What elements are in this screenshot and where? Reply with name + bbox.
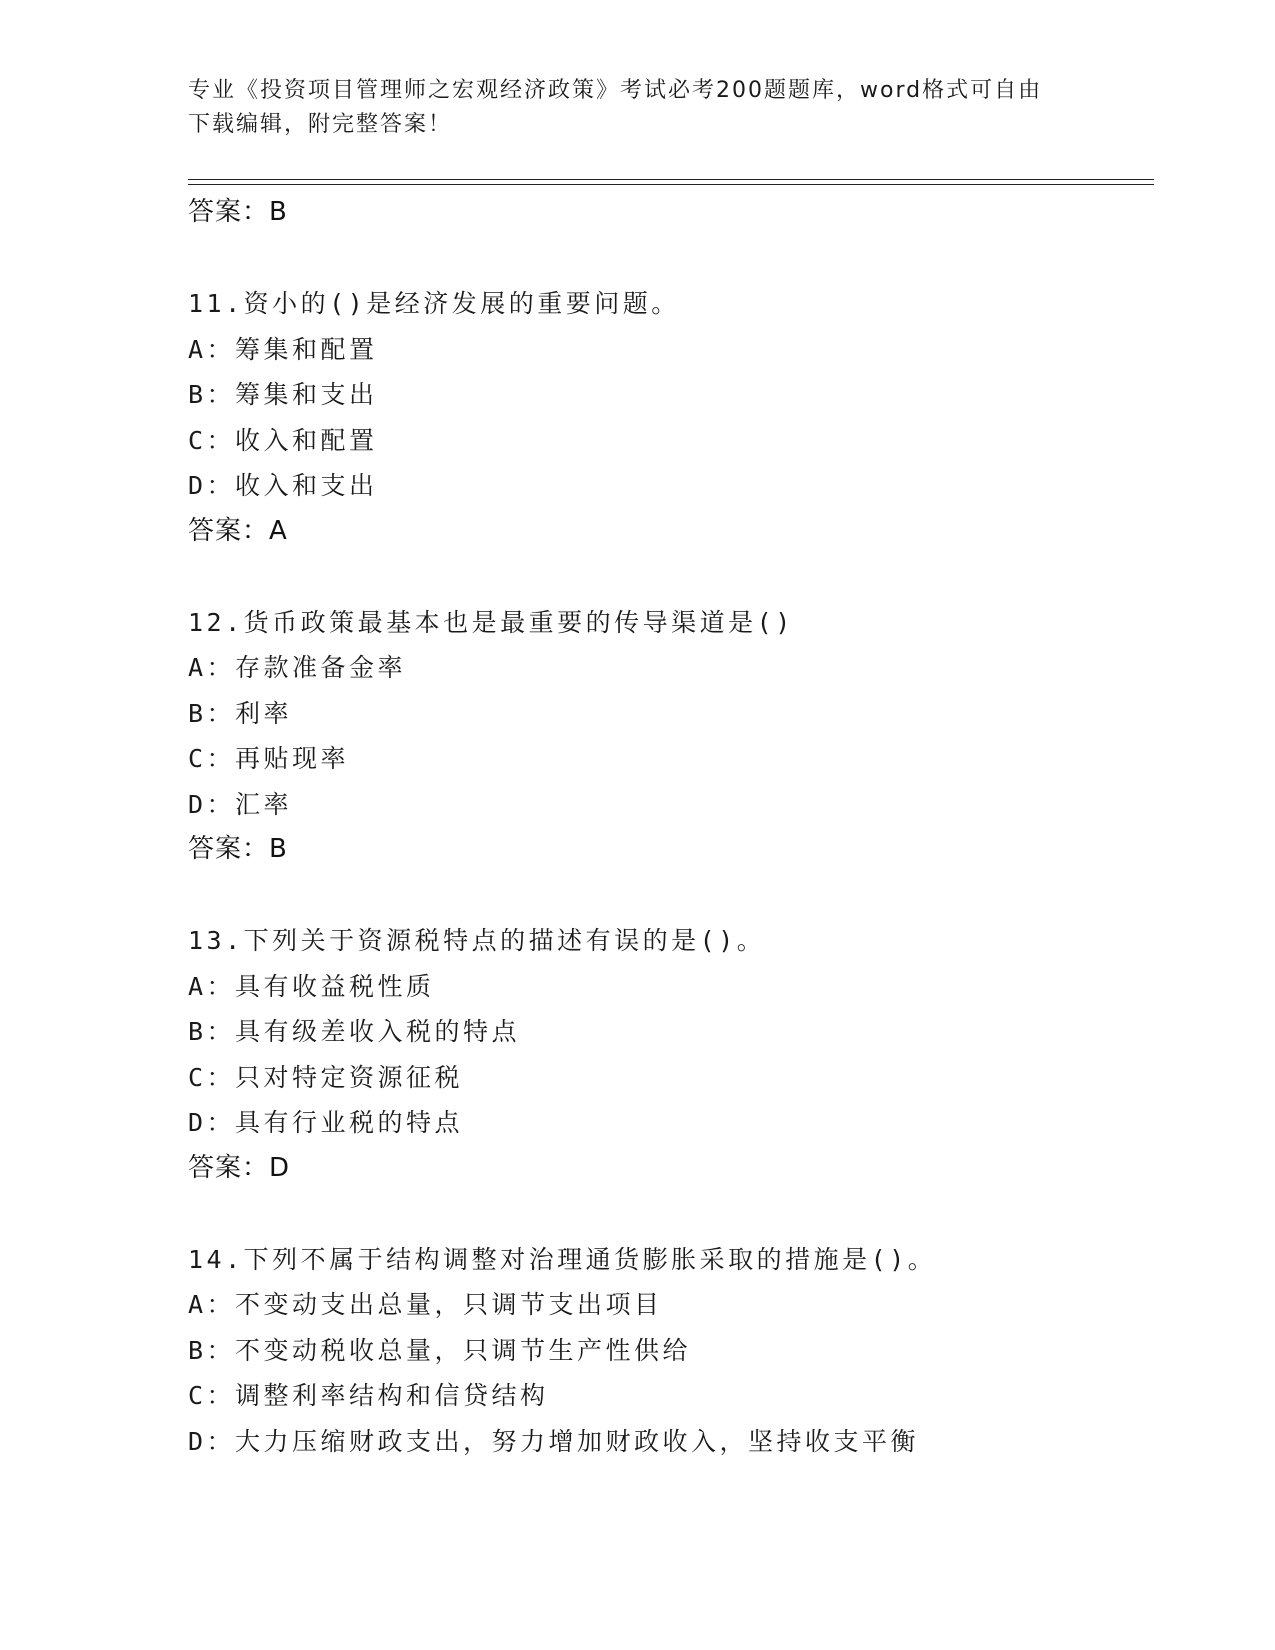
- question-11: [188, 281, 1154, 554]
- header-divider-bottom: [188, 184, 1154, 185]
- question-14: [188, 1237, 1154, 1465]
- question-12: [188, 600, 1154, 873]
- option-b: B：具有级差收入税的特点: [188, 1017, 521, 1046]
- spacer: [188, 1191, 1154, 1237]
- question-13: [188, 918, 1154, 1191]
- header-line-1: 专业《投资项目管理师之宏观经济政策》考试必考200题题库，word格式可自由: [188, 78, 1043, 103]
- answer-line: 答案：D: [188, 1152, 291, 1183]
- question-stem: 11.资小的()是经济发展的重要问题。: [188, 289, 680, 318]
- question-stem: 12.货币政策最基本也是最重要的传导渠道是(): [188, 607, 794, 637]
- question-stem: 14.下列不属于结构调整对治理通货膨胀采取的措施是()。: [188, 1244, 937, 1274]
- option-a: A：具有收益税性质: [188, 971, 435, 1001]
- document-header: [188, 74, 1068, 142]
- option-c: C：收入和配置: [188, 425, 378, 455]
- question-stem: 13.下列关于资源税特点的描述有误的是()。: [188, 926, 766, 955]
- answer-line: 答案：A: [188, 515, 288, 546]
- option-c: C：再贴现率: [188, 744, 350, 773]
- option-c: C：只对特定资源征税: [188, 1062, 464, 1092]
- option-a: A：筹集和配置: [188, 334, 378, 364]
- option-b: B：筹集和支出: [188, 380, 378, 409]
- option-a: A：不变动支出总量，只调节支出项目: [188, 1290, 663, 1319]
- spacer: [188, 554, 1154, 600]
- option-d: D：大力压缩财政支出，努力增加财政收入，坚持收支平衡: [188, 1426, 920, 1456]
- option-d: D：收入和支出: [188, 471, 378, 500]
- answer-line: 答案：B: [188, 197, 288, 227]
- spacer: [188, 236, 1154, 282]
- option-a: A：存款准备金率: [188, 653, 407, 682]
- option-d: D：汇率: [188, 789, 293, 819]
- option-b: B：利率: [188, 698, 293, 728]
- question-list: [188, 190, 1154, 1464]
- option-d: D：具有行业税的特点: [188, 1108, 464, 1137]
- answer-line: 答案：B: [188, 834, 288, 864]
- option-c: C：调整利率结构和信贷结构: [188, 1381, 549, 1410]
- header-divider-top: [188, 179, 1154, 180]
- option-b: B：不变动税收总量，只调节生产性供给: [188, 1335, 692, 1365]
- header-line-2: 下载编辑，附完整答案！: [188, 112, 453, 137]
- spacer: [188, 873, 1154, 919]
